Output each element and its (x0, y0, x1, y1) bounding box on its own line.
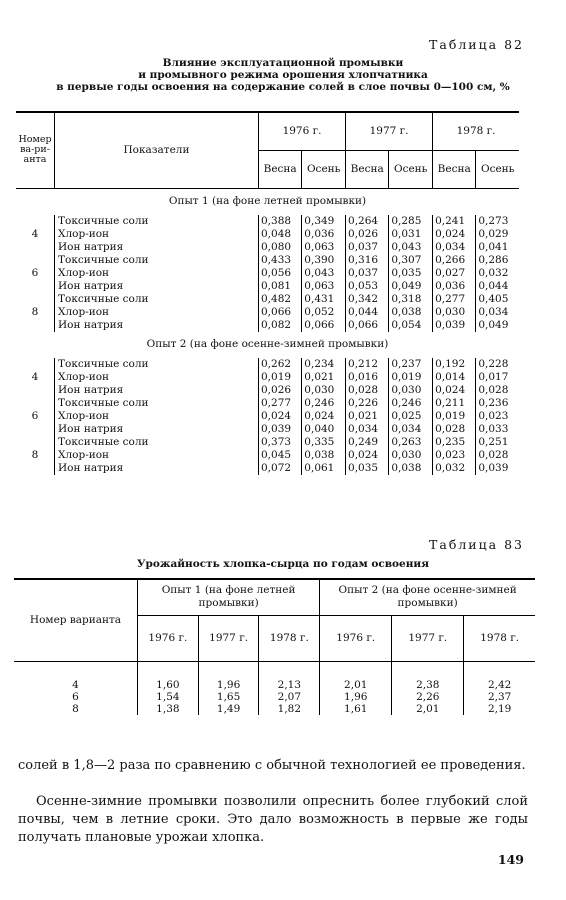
variant-cell (16, 384, 55, 397)
value-cell: 0,262 (259, 358, 302, 371)
table-row (16, 306, 519, 319)
value-cell: 0,431 (302, 293, 346, 306)
section-title: Опыт 1 (на фоне летней промывки) (168, 195, 367, 207)
table-row (16, 384, 519, 397)
spacer-cell (320, 661, 392, 679)
value-cell: 0,482 (259, 293, 302, 306)
title-line: Влияние эксплуатационной промывки (162, 57, 404, 69)
variant-cell (16, 436, 55, 449)
spacer-cell (198, 661, 259, 679)
variant-cell (16, 423, 55, 436)
variant-cell: 6 (31, 409, 39, 422)
value-cell: 0,349 (302, 215, 346, 228)
value-cell: 0,037 (346, 267, 389, 280)
value-cell: 0,028 (346, 384, 389, 397)
value-cell: 1,96 (198, 679, 259, 691)
value-cell: 0,072 (259, 462, 302, 475)
table-82-title (0, 57, 566, 93)
header-variant: Номер варианта (14, 579, 138, 661)
table-row (16, 358, 519, 371)
indicator-cell: Хлор-ион (55, 306, 259, 319)
value-cell: 0,025 (389, 410, 433, 423)
value-cell: 0,307 (389, 254, 433, 267)
section-title-row (16, 188, 519, 215)
value-cell: 0,236 (476, 397, 519, 410)
spacer-cell (138, 661, 199, 679)
value-cell: 0,246 (389, 397, 433, 410)
variant-cell (16, 293, 55, 306)
indicator-cell: Хлор-ион (55, 267, 259, 280)
value-cell: 2,01 (392, 703, 464, 715)
value-cell: 0,056 (259, 267, 302, 280)
value-cell: 2,19 (464, 703, 535, 715)
value-cell: 0,286 (476, 254, 519, 267)
value-cell: 0,017 (476, 371, 519, 384)
value-cell: 0,029 (476, 228, 519, 241)
value-cell: 0,036 (302, 228, 346, 241)
table-82-body (16, 188, 519, 475)
value-cell: 0,016 (346, 371, 389, 384)
value-cell: 1,65 (198, 691, 259, 703)
value-cell: 0,373 (259, 436, 302, 449)
indicator-cell: Токсичные соли (55, 254, 259, 267)
value-cell: 0,342 (346, 293, 389, 306)
section-title-row (16, 332, 519, 358)
page-number: 149 (497, 852, 524, 867)
value-cell: 0,066 (259, 306, 302, 319)
value-cell: 0,237 (389, 358, 433, 371)
value-cell: 0,433 (259, 254, 302, 267)
spacer-cell (392, 661, 464, 679)
spacer-row (14, 661, 535, 679)
value-cell: 0,049 (476, 319, 519, 332)
variant-cell (16, 215, 55, 228)
value-cell: 0,044 (346, 306, 389, 319)
table-row (16, 397, 519, 410)
value-cell: 0,052 (302, 306, 346, 319)
table-row (16, 228, 519, 241)
indicator-cell: Ион натрия (55, 241, 259, 254)
value-cell: 0,277 (259, 397, 302, 410)
indicator-cell: Токсичные соли (55, 436, 259, 449)
table-83-label: Таблица 83 (429, 537, 524, 552)
table-row (14, 703, 535, 715)
value-cell: 0,063 (302, 280, 346, 293)
header-variant: Номер ва-ри-анта (16, 112, 55, 188)
header-group: Опыт 1 (на фоне летней промывки) (138, 579, 320, 615)
value-cell: 0,034 (433, 241, 476, 254)
value-cell: 0,241 (433, 215, 476, 228)
table-82-label: Таблица 82 (429, 37, 524, 52)
indicator-cell: Ион натрия (55, 423, 259, 436)
value-cell: 0,028 (433, 423, 476, 436)
variant-cell (16, 319, 55, 332)
value-cell: 0,034 (476, 306, 519, 319)
table-row (16, 215, 519, 228)
value-cell: 0,032 (476, 267, 519, 280)
table-row (16, 280, 519, 293)
value-cell: 0,026 (346, 228, 389, 241)
variant-cell (16, 241, 55, 254)
table-row (16, 436, 519, 449)
value-cell: 0,034 (346, 423, 389, 436)
value-cell: 0,041 (476, 241, 519, 254)
value-cell: 0,082 (259, 319, 302, 332)
value-cell: 0,024 (433, 228, 476, 241)
value-cell: 0,390 (302, 254, 346, 267)
value-cell: 0,028 (476, 449, 519, 462)
value-cell: 0,014 (433, 371, 476, 384)
value-cell: 2,38 (392, 679, 464, 691)
title-line: в первые годы освоения на содержание солей в слое почвы 0—100 см, % (56, 81, 510, 93)
table-83 (14, 578, 535, 715)
section-title: Опыт 2 (на фоне осенне-зимней промывки) (146, 338, 389, 350)
indicator-cell: Токсичные соли (55, 358, 259, 371)
header-year: 1977 г. (198, 615, 259, 661)
value-cell: 0,039 (433, 319, 476, 332)
indicator-cell: Хлор-ион (55, 449, 259, 462)
indicator-cell: Ион натрия (55, 462, 259, 475)
table-row (16, 462, 519, 475)
variant-cell: 4 (72, 679, 79, 691)
header-season: Весна (259, 150, 302, 188)
value-cell: 0,031 (389, 228, 433, 241)
value-cell: 0,388 (259, 215, 302, 228)
value-cell: 2,42 (464, 679, 535, 691)
body-paragraph: Осенне-зимние промывки позволили опреснить более глубокий слой почвы, чем в летние сроки. Это дало возможность в первые же годы получать плановые урожаи хлопка. (18, 794, 528, 845)
value-cell: 0,212 (346, 358, 389, 371)
variant-cell: 8 (72, 703, 79, 715)
value-cell: 0,045 (259, 449, 302, 462)
value-cell: 1,38 (138, 703, 199, 715)
value-cell: 0,063 (302, 241, 346, 254)
variant-cell: 6 (72, 691, 79, 703)
body-paragraph: солей в 1,8—2 раза по сравнению с обычной технологией ее проведения. (18, 758, 526, 773)
value-cell: 0,234 (302, 358, 346, 371)
header-year: 1976 г. (259, 112, 346, 150)
value-cell: 0,036 (433, 280, 476, 293)
value-cell: 0,034 (389, 423, 433, 436)
value-cell: 1,49 (198, 703, 259, 715)
value-cell: 0,081 (259, 280, 302, 293)
value-cell: 0,024 (259, 410, 302, 423)
value-cell: 0,030 (302, 384, 346, 397)
value-cell: 0,048 (259, 228, 302, 241)
header-year: 1978 г. (259, 615, 320, 661)
value-cell: 0,027 (433, 267, 476, 280)
value-cell: 0,023 (476, 410, 519, 423)
value-cell: 0,023 (433, 449, 476, 462)
value-cell: 1,60 (138, 679, 199, 691)
table-row (16, 267, 519, 280)
table-82 (16, 111, 519, 475)
header-year: 1978 г. (433, 112, 519, 150)
value-cell: 0,030 (433, 306, 476, 319)
value-cell: 0,251 (476, 436, 519, 449)
variant-cell: 8 (31, 305, 39, 318)
value-cell: 2,37 (464, 691, 535, 703)
value-cell: 0,024 (346, 449, 389, 462)
table-row (16, 293, 519, 306)
title-line: и промывного режима орошения хлопчатника (138, 69, 428, 81)
value-cell: 0,235 (433, 436, 476, 449)
value-cell: 0,024 (302, 410, 346, 423)
header-year: 1976 г. (320, 615, 392, 661)
header-year: 1977 г. (346, 112, 433, 150)
value-cell: 1,82 (259, 703, 320, 715)
table-row (16, 423, 519, 436)
value-cell: 0,211 (433, 397, 476, 410)
table-row (16, 410, 519, 423)
indicator-cell: Ион натрия (55, 384, 259, 397)
value-cell: 0,246 (302, 397, 346, 410)
indicator-cell: Токсичные соли (55, 293, 259, 306)
value-cell: 0,053 (346, 280, 389, 293)
header-season: Весна (346, 150, 389, 188)
variant-cell: 8 (31, 448, 39, 461)
value-cell: 0,066 (302, 319, 346, 332)
value-cell: 0,285 (389, 215, 433, 228)
variant-cell (16, 254, 55, 267)
table-row (16, 371, 519, 384)
value-cell: 0,019 (389, 371, 433, 384)
value-cell: 0,030 (389, 449, 433, 462)
spacer-cell (464, 661, 535, 679)
value-cell: 0,043 (389, 241, 433, 254)
variant-cell: 4 (31, 370, 39, 383)
value-cell: 0,273 (476, 215, 519, 228)
spacer-cell (14, 661, 138, 679)
value-cell: 1,54 (138, 691, 199, 703)
value-cell: 0,021 (346, 410, 389, 423)
table-row (16, 241, 519, 254)
value-cell: 0,039 (259, 423, 302, 436)
header-year: 1976 г. (138, 615, 199, 661)
header-season: Осень (389, 150, 433, 188)
indicator-cell: Токсичные соли (55, 215, 259, 228)
indicator-cell: Хлор-ион (55, 228, 259, 241)
spacer-cell (259, 661, 320, 679)
table-83-body (14, 661, 535, 715)
header-season: Осень (476, 150, 519, 188)
value-cell: 0,066 (346, 319, 389, 332)
value-cell: 0,249 (346, 436, 389, 449)
value-cell: 2,07 (259, 691, 320, 703)
value-cell: 0,032 (433, 462, 476, 475)
value-cell: 0,061 (302, 462, 346, 475)
value-cell: 0,019 (259, 371, 302, 384)
value-cell: 0,228 (476, 358, 519, 371)
value-cell: 0,044 (476, 280, 519, 293)
header-year: 1978 г. (464, 615, 535, 661)
value-cell: 0,316 (346, 254, 389, 267)
variant-cell (16, 358, 55, 371)
value-cell: 0,192 (433, 358, 476, 371)
header-indicators: Показатели (55, 112, 259, 188)
value-cell: 0,038 (389, 306, 433, 319)
value-cell: 0,033 (476, 423, 519, 436)
variant-cell (16, 280, 55, 293)
indicator-cell: Ион натрия (55, 280, 259, 293)
value-cell: 0,039 (476, 462, 519, 475)
value-cell: 0,263 (389, 436, 433, 449)
value-cell: 0,030 (389, 384, 433, 397)
value-cell: 0,318 (389, 293, 433, 306)
value-cell: 0,043 (302, 267, 346, 280)
indicator-cell: Хлор-ион (55, 371, 259, 384)
value-cell: 0,405 (476, 293, 519, 306)
value-cell: 0,028 (476, 384, 519, 397)
table-row (16, 319, 519, 332)
value-cell: 0,019 (433, 410, 476, 423)
header-season: Весна (433, 150, 476, 188)
value-cell: 0,035 (389, 267, 433, 280)
indicator-cell: Ион натрия (55, 319, 259, 332)
table-row (14, 679, 535, 691)
value-cell: 0,035 (346, 462, 389, 475)
variant-cell: 6 (31, 266, 39, 279)
header-group: Опыт 2 (на фоне осенне-зимней промывки) (320, 579, 535, 615)
value-cell: 1,61 (320, 703, 392, 715)
header-season: Осень (302, 150, 346, 188)
variant-cell: 4 (31, 227, 39, 240)
indicator-cell: Хлор-ион (55, 410, 259, 423)
value-cell: 0,335 (302, 436, 346, 449)
value-cell: 0,264 (346, 215, 389, 228)
value-cell: 0,037 (346, 241, 389, 254)
value-cell: 0,049 (389, 280, 433, 293)
value-cell: 0,277 (433, 293, 476, 306)
value-cell: 0,040 (302, 423, 346, 436)
variant-cell (16, 462, 55, 475)
value-cell: 0,054 (389, 319, 433, 332)
value-cell: 0,038 (389, 462, 433, 475)
value-cell: 0,266 (433, 254, 476, 267)
value-cell: 2,13 (259, 679, 320, 691)
value-cell: 0,026 (259, 384, 302, 397)
value-cell: 0,080 (259, 241, 302, 254)
table-row (16, 449, 519, 462)
value-cell: 0,226 (346, 397, 389, 410)
value-cell: 0,038 (302, 449, 346, 462)
header-year: 1977 г. (392, 615, 464, 661)
value-cell: 2,01 (320, 679, 392, 691)
value-cell: 1,96 (320, 691, 392, 703)
value-cell: 0,024 (433, 384, 476, 397)
table-83-title: Урожайность хлопка-сырца по годам освоения (137, 558, 429, 570)
indicator-cell: Токсичные соли (55, 397, 259, 410)
table-row (16, 254, 519, 267)
value-cell: 2,26 (392, 691, 464, 703)
table-row (14, 691, 535, 703)
value-cell: 0,021 (302, 371, 346, 384)
variant-cell (16, 397, 55, 410)
